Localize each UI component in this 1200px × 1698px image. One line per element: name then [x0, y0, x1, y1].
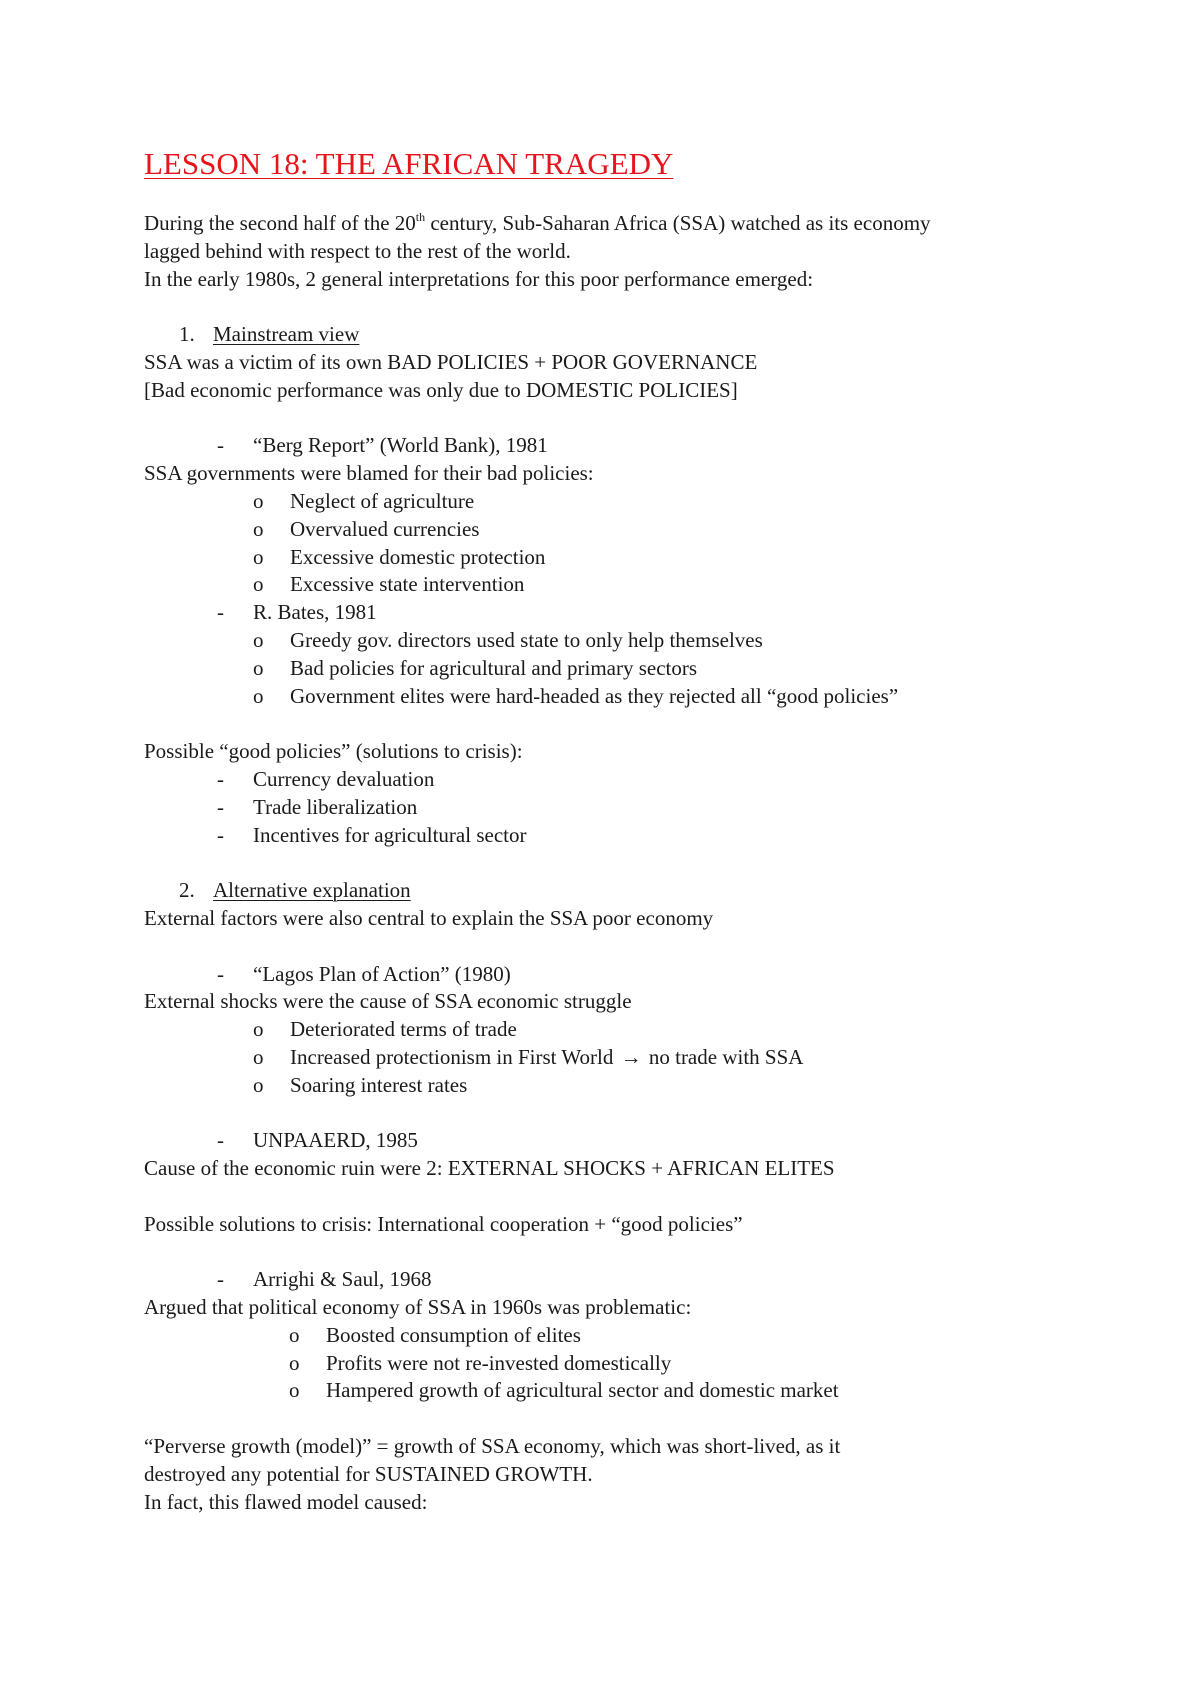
spacer	[144, 405, 1084, 433]
dash-bullet: -	[217, 766, 224, 791]
intro-line-1	[144, 210, 1084, 238]
bates-title: R. Bates, 1981	[253, 600, 377, 625]
dash-bullet: -	[217, 794, 224, 819]
circle-bullet: o	[253, 488, 264, 513]
dash-bullet: -	[217, 1267, 224, 1292]
berg-report-title: “Berg Report” (World Bank), 1981	[253, 433, 548, 458]
list-item	[253, 1044, 1084, 1072]
list-item-text: Currency devaluation	[253, 766, 435, 791]
arrow-right-icon: →	[620, 1044, 642, 1069]
list-item-text: Deteriorated terms of trade	[290, 1017, 517, 1042]
list-item-text: Trade liberalization	[253, 794, 418, 819]
list-item-text: Incentives for agricultural sector	[253, 822, 527, 847]
lagos-plan-desc: External shocks were the cause of SSA economic struggle	[144, 989, 632, 1014]
unpaaerd-desc: Cause of the economic ruin were 2: EXTERNAL SHOCKS + AFRICAN ELITES	[144, 1156, 835, 1181]
list-item	[253, 627, 1084, 655]
section-1-heading: Mainstream view	[213, 322, 360, 347]
section-1-line: [Bad economic performance was only due to DOMESTIC POLICIES]	[144, 377, 738, 402]
good-policies-heading: Possible “good policies” (solutions to crisis):	[144, 739, 523, 764]
list-item-text: Boosted consumption of elites	[326, 1322, 581, 1347]
list-item-text: Excessive domestic protection	[290, 544, 546, 569]
spacer	[144, 1405, 1084, 1433]
section-2-line: External factors were also central to explain the SSA poor economy	[144, 905, 714, 930]
dash-bullet: -	[217, 600, 224, 625]
circle-bullet: o	[253, 572, 264, 597]
list-item	[217, 766, 1084, 794]
section-2-heading-row	[144, 877, 1084, 905]
list-item	[289, 1377, 1084, 1405]
spacer	[144, 849, 1084, 877]
list-item	[253, 571, 1084, 599]
circle-bullet: o	[289, 1322, 300, 1347]
dash-bullet: -	[217, 822, 224, 847]
spacer	[144, 293, 1084, 321]
spacer	[144, 1100, 1084, 1128]
perverse-growth-line: “Perverse growth (model)” = growth of SSA economy, which was short-lived, as it	[144, 1434, 841, 1459]
spacer	[144, 1238, 1084, 1266]
perverse-growth-line: In fact, this flawed model caused:	[144, 1489, 428, 1514]
unpaaerd-title: UNPAAERD, 1985	[253, 1128, 418, 1153]
list-item	[217, 822, 1084, 850]
list-item	[253, 516, 1084, 544]
circle-bullet: o	[253, 1044, 264, 1069]
document-body	[144, 210, 1084, 1516]
list-item-text: Soaring interest rates	[290, 1072, 468, 1097]
perverse-growth-line: destroyed any potential for SUSTAINED GROWTH.	[144, 1461, 593, 1486]
section-2-heading: Alternative explanation	[213, 878, 411, 903]
list-item	[289, 1322, 1084, 1350]
list-item	[253, 488, 1084, 516]
list-item-text: Hampered growth of agricultural sector and domestic market	[326, 1378, 839, 1403]
section-number: 1.	[179, 322, 195, 347]
arrighi-item	[217, 1266, 1084, 1294]
bates-item	[217, 599, 1084, 627]
dash-bullet: -	[217, 961, 224, 986]
list-item	[289, 1350, 1084, 1378]
circle-bullet: o	[253, 516, 264, 541]
circle-bullet: o	[253, 1017, 264, 1042]
spacer	[144, 933, 1084, 961]
list-item-text: Bad policies for agricultural and primary sectors	[290, 655, 698, 680]
circle-bullet: o	[253, 683, 264, 708]
list-item-text: Overvalued currencies	[290, 516, 480, 541]
list-item-text: Neglect of agriculture	[290, 488, 475, 513]
lagos-plan-title: “Lagos Plan of Action” (1980)	[253, 961, 511, 986]
list-item	[253, 544, 1084, 572]
list-item-text: Greedy gov. directors used state to only help themselves	[290, 627, 763, 652]
berg-report-desc: SSA governments were blamed for their bad policies:	[144, 461, 594, 486]
list-item-text: Government elites were hard-headed as they rejected all “good policies”	[290, 683, 899, 708]
lagos-plan-item	[217, 961, 1084, 989]
circle-bullet: o	[253, 655, 264, 680]
section-1-line: SSA was a victim of its own BAD POLICIES + POOR GOVERNANCE	[144, 349, 758, 374]
spacer	[144, 710, 1084, 738]
list-item-text-pre: Increased protectionism in First World	[290, 1044, 619, 1069]
list-item-text	[290, 1044, 803, 1072]
section-number: 2.	[179, 878, 195, 903]
list-item	[217, 794, 1084, 822]
circle-bullet: o	[253, 544, 264, 569]
unpaaerd-item	[217, 1127, 1084, 1155]
intro-line-2: lagged behind with respect to the rest of the world.	[144, 238, 571, 263]
superscript-th: th	[415, 210, 426, 224]
lesson-title: LESSON 18: THE AFRICAN TRAGEDY	[144, 146, 674, 181]
arrighi-title: Arrighi & Saul, 1968	[253, 1267, 432, 1292]
dash-bullet: -	[217, 1128, 224, 1153]
list-item-text: Profits were not re-invested domestically	[326, 1350, 672, 1375]
solutions-line: Possible solutions to crisis: International cooperation + “good policies”	[144, 1211, 743, 1236]
list-item-text: Excessive state intervention	[290, 572, 525, 597]
circle-bullet: o	[253, 1072, 264, 1097]
spacer	[144, 1183, 1084, 1211]
intro-text: During the second half of the 20	[144, 211, 416, 235]
berg-report-item	[217, 432, 1084, 460]
circle-bullet: o	[253, 627, 264, 652]
list-item-text-post: no trade with SSA	[643, 1044, 804, 1069]
list-item	[253, 1072, 1084, 1100]
intro-line-3: In the early 1980s, 2 general interpretations for this poor performance emerged:	[144, 266, 814, 291]
arrighi-desc: Argued that political economy of SSA in 1960s was problematic:	[144, 1295, 692, 1320]
list-item	[253, 683, 1084, 711]
section-1-heading-row	[144, 321, 1084, 349]
intro-text-cont: century, Sub-Saharan Africa (SSA) watched as its economy	[425, 211, 931, 235]
circle-bullet: o	[289, 1350, 300, 1375]
list-item	[253, 655, 1084, 683]
list-item	[253, 1016, 1084, 1044]
circle-bullet: o	[289, 1378, 300, 1403]
dash-bullet: -	[217, 433, 224, 458]
